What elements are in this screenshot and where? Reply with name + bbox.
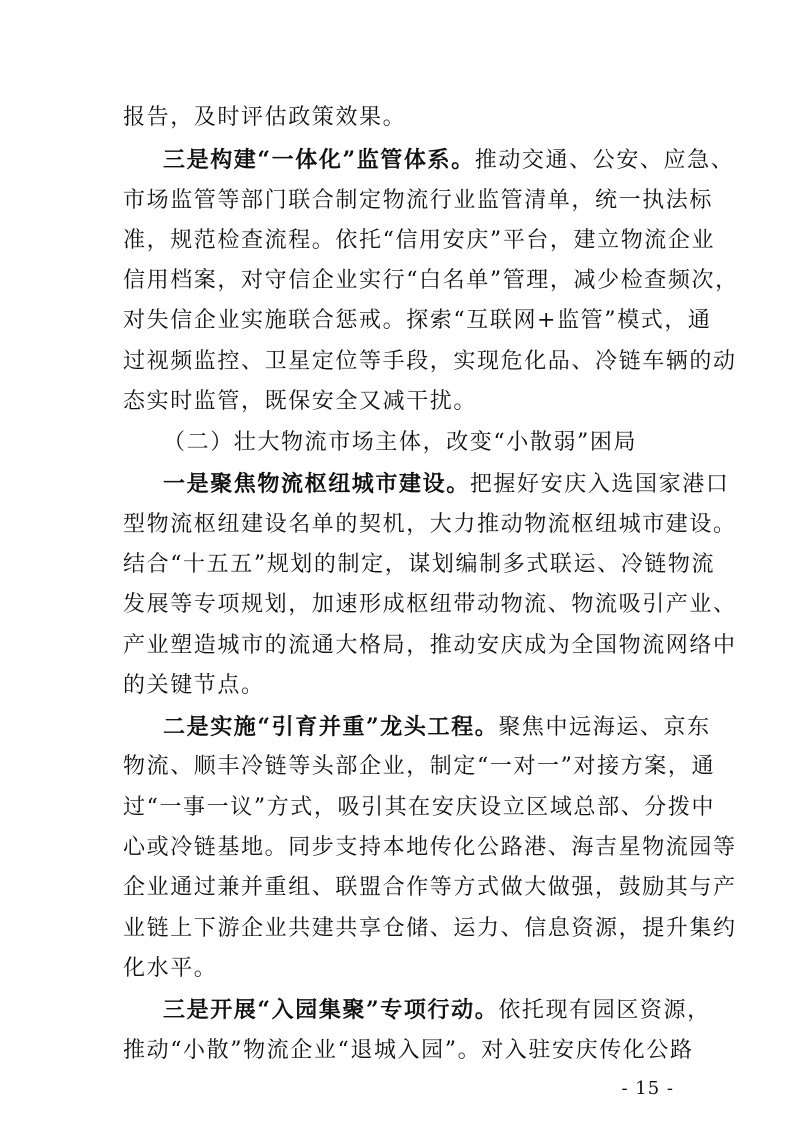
paragraph-line [123,306,712,336]
paragraph-line [123,186,714,216]
text-run: 发展等专项规划，加速形成枢纽带动物流、物流吸引产业、 [123,592,737,617]
text-run: 心或冷链基地。同步支持本地传化公路港、海吉星物流园等 [123,835,737,860]
paragraph-line [123,1036,694,1066]
text-run: 对失信企业实施联合惩戒。探索“互联网+监管”模式，通 [123,308,712,333]
text-run: 信用档案，对守信企业实行“白名单”管理，减少检查频次， [123,268,739,293]
text-run: 推动“小散”物流企业“退城入园”。对入驻安庆传化公路 [123,1038,694,1063]
text-run: 依托现有园区资源， [498,998,711,1023]
paragraph-line [123,266,739,296]
text-run: 市场监管等部门联合制定物流行业监管清单，统一执法标 [123,188,714,213]
text-run: 企业通过兼并重组、联盟合作等方式做大做强，鼓励其与产 [123,875,737,900]
text-run: 推动交通、公安、应急、 [474,148,735,173]
paragraph-line [123,752,716,782]
text-run: 过“一事一议”方式，吸引其在安庆设立区域总部、分拨中 [123,795,716,820]
paragraph-line [123,631,737,661]
paragraph-line [163,469,730,500]
text-run: 化水平。 [123,956,218,981]
text-run: 把握好安庆入选国家港口 [469,472,730,497]
text-run: 物流、顺丰冷链等头部企业，制定“一对一”对接方案，通 [123,754,716,779]
paragraph-line [123,347,737,377]
paragraph-line [123,510,737,540]
section-heading [163,428,683,458]
paragraph-line [163,145,735,176]
paragraph-line [163,712,711,743]
text-run: 产业塑造城市的流通大格局，推动安庆成为全国物流网络中 [123,633,737,658]
text-run: 型物流枢纽建设名单的契机，大力推动物流枢纽城市建设。 [123,512,737,537]
bold-heading-run: 一是聚焦物流枢纽城市建设。 [163,471,470,497]
page-number: - 15 - [621,1078,674,1099]
paragraph-line [123,103,683,133]
paragraph-line [123,833,737,863]
paragraph-line [123,590,737,620]
bold-heading-run: 三是开展“入园集聚”专项行动。 [163,997,499,1023]
text-run: 报告，及时评估政策效果。 [123,105,407,130]
text-run: 的关键节点。 [123,673,265,698]
paragraph-line [123,793,716,823]
bold-heading-run: 二是实施“引育并重”龙头工程。 [163,714,499,740]
paragraph-line [163,995,711,1026]
paragraph-line [123,914,737,944]
text-run: 准，规范检查流程。依托“信用安庆”平台，建立物流企业 [123,228,716,253]
paragraph-line [123,387,683,417]
paragraph-line [123,954,683,984]
paragraph-line [123,873,737,903]
paragraph-line [123,671,683,701]
text-run: 过视频监控、卫星定位等手段，实现危化品、冷链车辆的动 [123,349,737,374]
paragraph-line [123,550,716,580]
text-run: 态实时监管，既保安全又减干扰。 [123,389,478,414]
text-run: 聚焦中远海运、京东 [498,715,711,740]
text-run: 结合“十五五”规划的制定，谋划编制多式联运、冷链物流 [123,552,716,577]
text-run: 业链上下游企业共建共享仓储、运力、信息资源，提升集约 [123,916,737,941]
paragraph-line [123,226,716,256]
bold-heading-run: 三是构建“一体化”监管体系。 [163,147,475,173]
text-run: （二）壮大物流市场主体，改变“小散弱”困局 [163,430,638,455]
